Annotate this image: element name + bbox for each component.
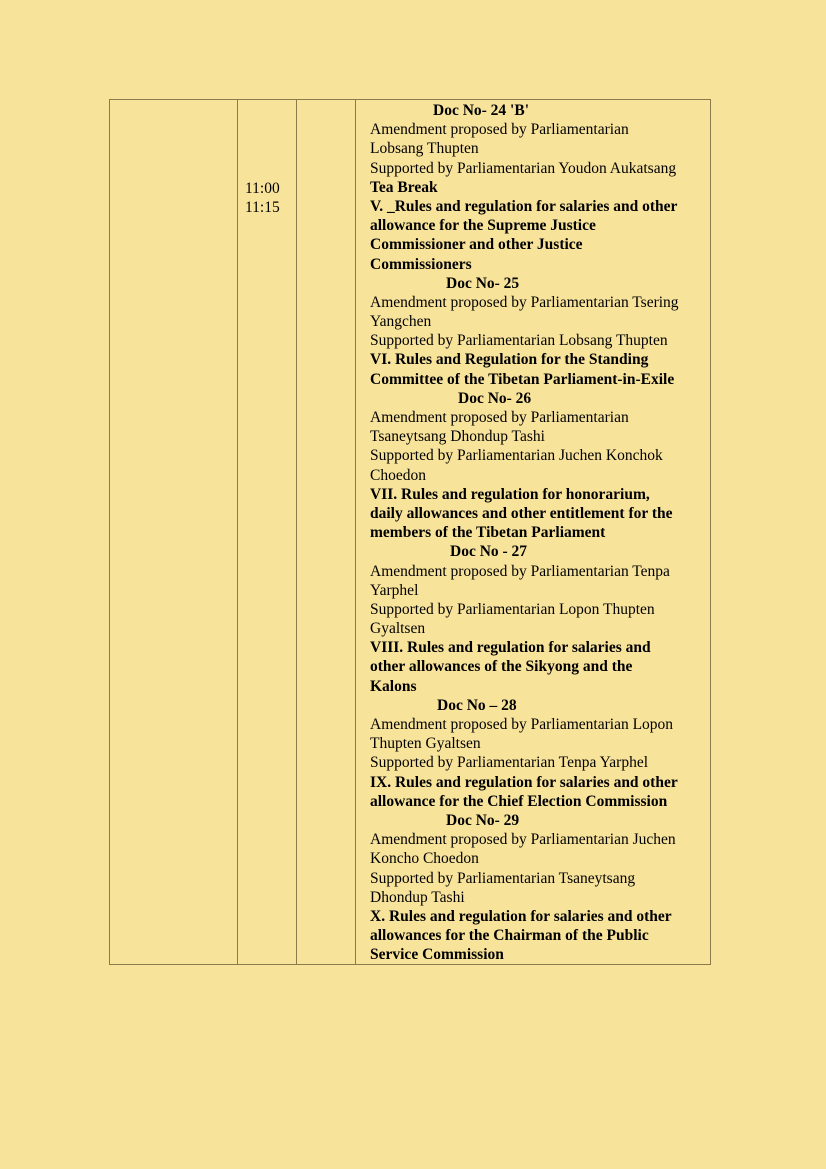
schedule-table bbox=[109, 99, 711, 965]
agenda-text-line: Gyaltsen bbox=[370, 620, 426, 638]
agenda-heading-line: allowance for the Supreme Justice bbox=[370, 217, 596, 235]
agenda-text-line: Thupten Gyaltsen bbox=[370, 735, 481, 753]
agenda-heading-line: allowances for the Chairman of the Public bbox=[370, 927, 649, 945]
agenda-cell bbox=[356, 100, 711, 965]
agenda-heading-line: members of the Tibetan Parliament bbox=[370, 524, 606, 542]
agenda-lines bbox=[356, 100, 710, 964]
agenda-text-line: Yangchen bbox=[370, 313, 432, 331]
agenda-heading-line: Commissioner and other Justice bbox=[370, 236, 583, 254]
agenda-heading-line: Doc No – 28 bbox=[437, 696, 517, 714]
agenda-text-line: Tsaneytsang Dhondup Tashi bbox=[370, 428, 545, 446]
agenda-heading-line: VII. Rules and regulation for honorarium, bbox=[370, 485, 650, 503]
agenda-text-line: Yarphel bbox=[370, 581, 419, 599]
agenda-text-line: Amendment proposed by Parliamentarian Lopon bbox=[370, 716, 674, 733]
agenda-text-line: Amendment proposed by Parliamentarian Tsering bbox=[370, 293, 679, 311]
agenda-text-line: Dhondup Tashi bbox=[370, 888, 465, 906]
agenda-heading-line: Doc No- 24 'B' bbox=[433, 102, 530, 119]
time-start: 11:00 bbox=[245, 180, 280, 197]
agenda-text-line: Supported by Parliamentarian Tsaneytsang bbox=[370, 869, 636, 887]
agenda-text-line: Supported by Parliamentarian Youdon Aukatsang bbox=[370, 159, 677, 177]
agenda-heading-line: other allowances of the Sikyong and the bbox=[370, 658, 633, 676]
agenda-heading-line: V. _Rules and regulation for salaries and other bbox=[370, 197, 678, 215]
agenda-heading-line: Tea Break bbox=[370, 178, 438, 196]
agenda-text-line: Supported by Parliamentarian Lopon Thupten bbox=[370, 600, 655, 618]
empty-cell bbox=[297, 100, 356, 965]
time-cell bbox=[238, 100, 297, 965]
agenda-heading-line: Service Commission bbox=[370, 946, 504, 964]
agenda-heading-line: Commissioners bbox=[370, 255, 472, 273]
agenda-text-line: Choedon bbox=[370, 466, 426, 484]
agenda-heading-line: VIII. Rules and regulation for salaries and bbox=[370, 639, 651, 657]
time-end: 11:15 bbox=[245, 199, 280, 217]
table-row bbox=[110, 100, 711, 965]
agenda-heading-line: Doc No - 27 bbox=[450, 543, 528, 561]
agenda-heading-line: Doc No- 25 bbox=[446, 274, 520, 292]
agenda-heading-line: IX. Rules and regulation for salaries and other bbox=[370, 773, 678, 791]
agenda-heading-line: daily allowances and other entitlement for the bbox=[370, 504, 673, 522]
agenda-heading-line: Doc No- 29 bbox=[446, 811, 520, 829]
agenda-heading-line: allowance for the Chief Election Commission bbox=[370, 792, 668, 810]
agenda-text-line: Amendment proposed by Parliamentarian Juchen bbox=[370, 831, 676, 849]
agenda-text-line: Supported by Parliamentarian Juchen Konchok bbox=[370, 447, 663, 465]
agenda-heading-line: Kalons bbox=[370, 677, 417, 695]
agenda-text-line: Amendment proposed by Parliamentarian Tenpa bbox=[370, 562, 670, 580]
empty-cell bbox=[110, 100, 238, 965]
agenda-text-line: Koncho Choedon bbox=[370, 850, 479, 868]
agenda-text-line: Supported by Parliamentarian Lobsang Thupten bbox=[370, 332, 668, 350]
agenda-heading-line: Committee of the Tibetan Parliament-in-Exile bbox=[370, 370, 675, 388]
agenda-text-line: Lobsang Thupten bbox=[370, 140, 479, 158]
agenda-heading-line: Doc No- 26 bbox=[458, 389, 532, 407]
agenda-heading-line: VI. Rules and Regulation for the Standing bbox=[370, 351, 649, 369]
agenda-text-line: Amendment proposed by Parliamentarian bbox=[370, 121, 629, 139]
agenda-text-line: Supported by Parliamentarian Tenpa Yarphel bbox=[370, 754, 649, 772]
agenda-heading-line: X. Rules and regulation for salaries and other bbox=[370, 907, 672, 925]
agenda-text-line: Amendment proposed by Parliamentarian bbox=[370, 409, 629, 426]
